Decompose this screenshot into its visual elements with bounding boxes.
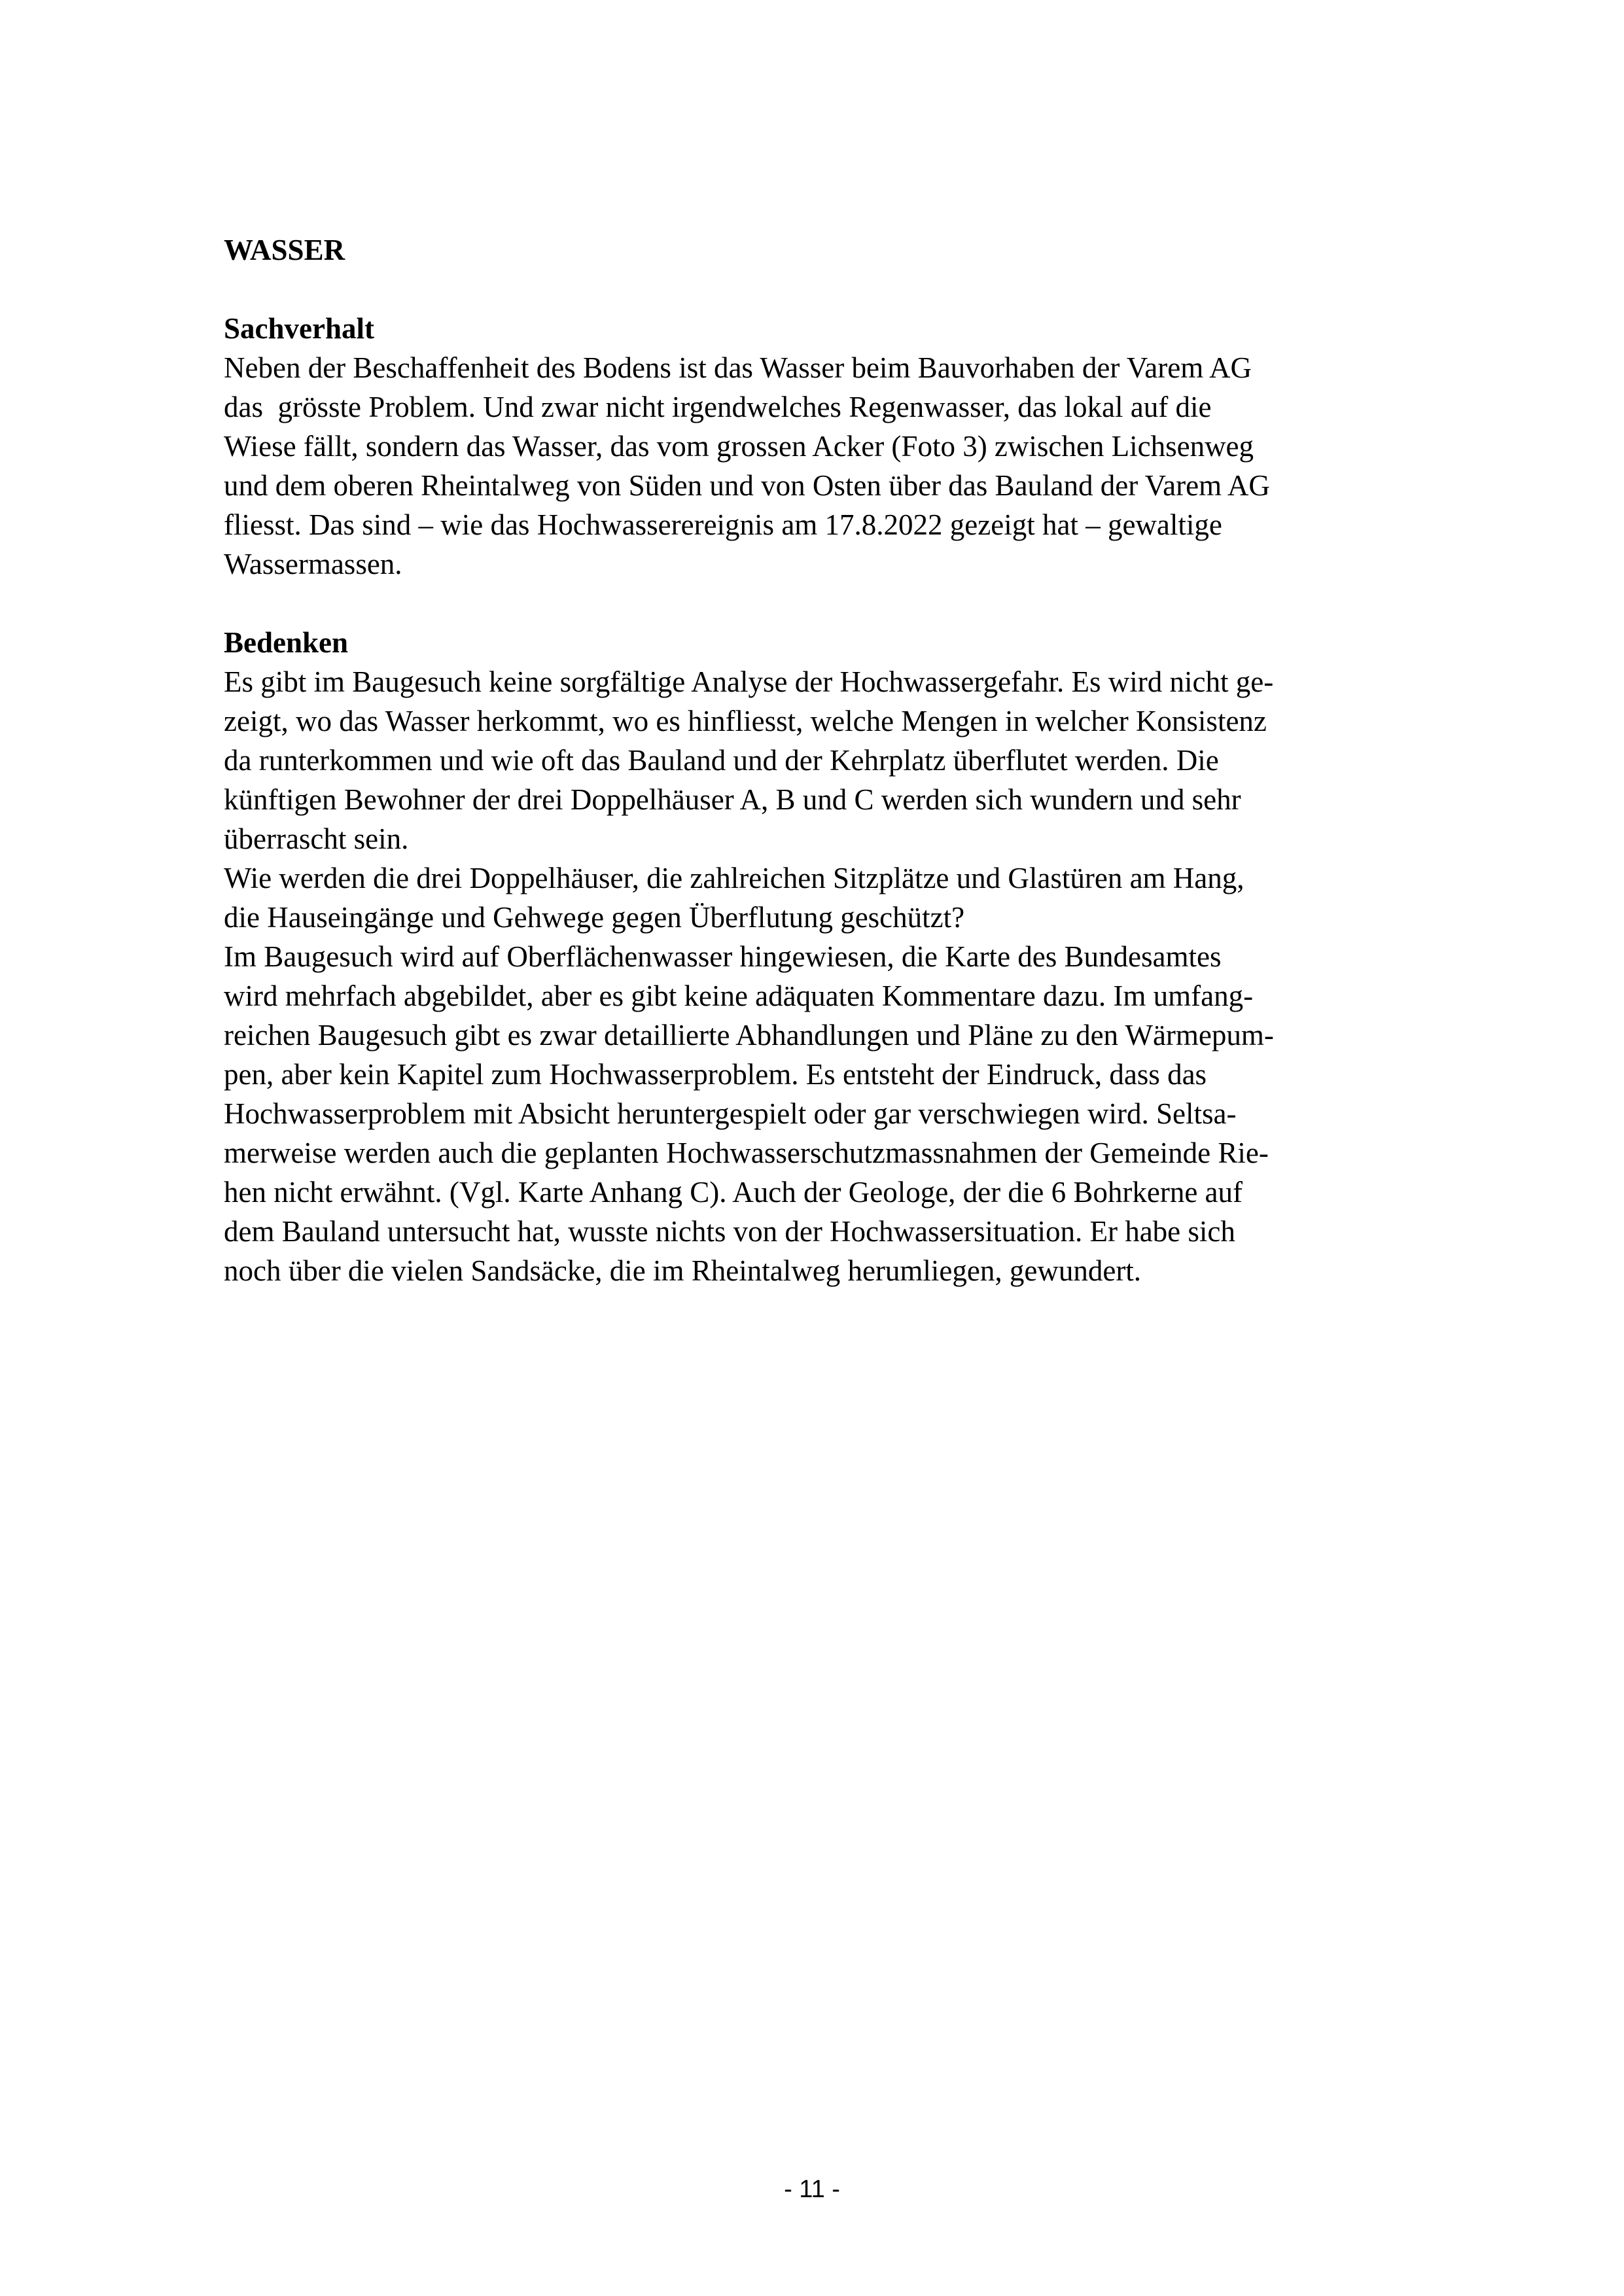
text-line: merweise werden auch die geplanten Hochwasserschutzmassnahmen der Gemeinde Rie- — [224, 1137, 1269, 1169]
text-line: reichen Baugesuch gibt es zwar detaillierte Abhandlungen und Pläne zu den Wärmepum- — [224, 1019, 1274, 1051]
text-line: Im Baugesuch wird auf Oberflächenwasser hingewiesen, die Karte des Bundesamtes — [224, 940, 1222, 973]
text-line: überrascht sein. — [224, 822, 409, 855]
text-line: hen nicht erwähnt. (Vgl. Karte Anhang C). Auch der Geologe, der die 6 Bohrkerne auf — [224, 1176, 1243, 1209]
text-line: künftigen Bewohner der drei Doppelhäuser A, B und C werden sich wundern und sehr — [224, 783, 1241, 816]
text-line: da runterkommen und wie oft das Bauland und der Kehrplatz überflutet werden. Die — [224, 744, 1219, 777]
text-line: pen, aber kein Kapitel zum Hochwasserproblem. Es entsteht der Eindruck, dass das — [224, 1058, 1207, 1091]
text-line: Wiese fällt, sondern das Wasser, das vom grossen Acker (Foto 3) zwischen Lichsenweg — [224, 430, 1254, 463]
text-line: Neben der Beschaffenheit des Bodens ist das Wasser beim Bauvorhaben der Varem AG — [224, 351, 1252, 384]
spacer — [224, 270, 1402, 309]
text-line: dem Bauland untersucht hat, wusste nichts von der Hochwassersituation. Er habe sich — [224, 1215, 1235, 1248]
text-line: fliesst. Das sind – wie das Hochwasserereignis am 17.8.2022 gezeigt hat – gewaltige — [224, 508, 1222, 541]
section-bedenken — [224, 623, 1402, 1290]
text-line: das grösste Problem. Und zwar nicht irgendwelches Regenwasser, das lokal auf die — [224, 391, 1212, 423]
text-line: die Hauseingänge und Gehwege gegen Überflutung geschützt? — [224, 901, 965, 934]
text-line: noch über die vielen Sandsäcke, die im Rheintalweg herumliegen, gewundert. — [224, 1254, 1142, 1287]
text-line: zeigt, wo das Wasser herkommt, wo es hinfliesst, welche Mengen in welcher Konsistenz — [224, 705, 1267, 737]
document-body — [224, 230, 1402, 1290]
text-line: Hochwasserproblem mit Absicht heruntergespielt oder gar verschwiegen wird. Seltsa- — [224, 1097, 1237, 1130]
page-number: - 11 - — [784, 2176, 840, 2203]
spacer — [224, 584, 1402, 623]
text-line: Wassermassen. — [224, 548, 402, 580]
section-heading: Sachverhalt — [224, 312, 374, 345]
section-title: WASSER — [224, 234, 345, 266]
text-line: Wie werden die drei Doppelhäuser, die zahlreichen Sitzplätze und Glastüren am Hang, — [224, 862, 1244, 894]
text-line: wird mehrfach abgebildet, aber es gibt keine adäquaten Kommentare dazu. Im umfang- — [224, 980, 1254, 1012]
section-heading: Bedenken — [224, 626, 349, 659]
text-line: Es gibt im Baugesuch keine sorgfältige Analyse der Hochwassergefahr. Es wird nicht ge- — [224, 665, 1274, 698]
text-line: und dem oberen Rheintalweg von Süden und von Osten über das Bauland der Varem AG — [224, 469, 1270, 502]
section-sachverhalt — [224, 309, 1402, 584]
